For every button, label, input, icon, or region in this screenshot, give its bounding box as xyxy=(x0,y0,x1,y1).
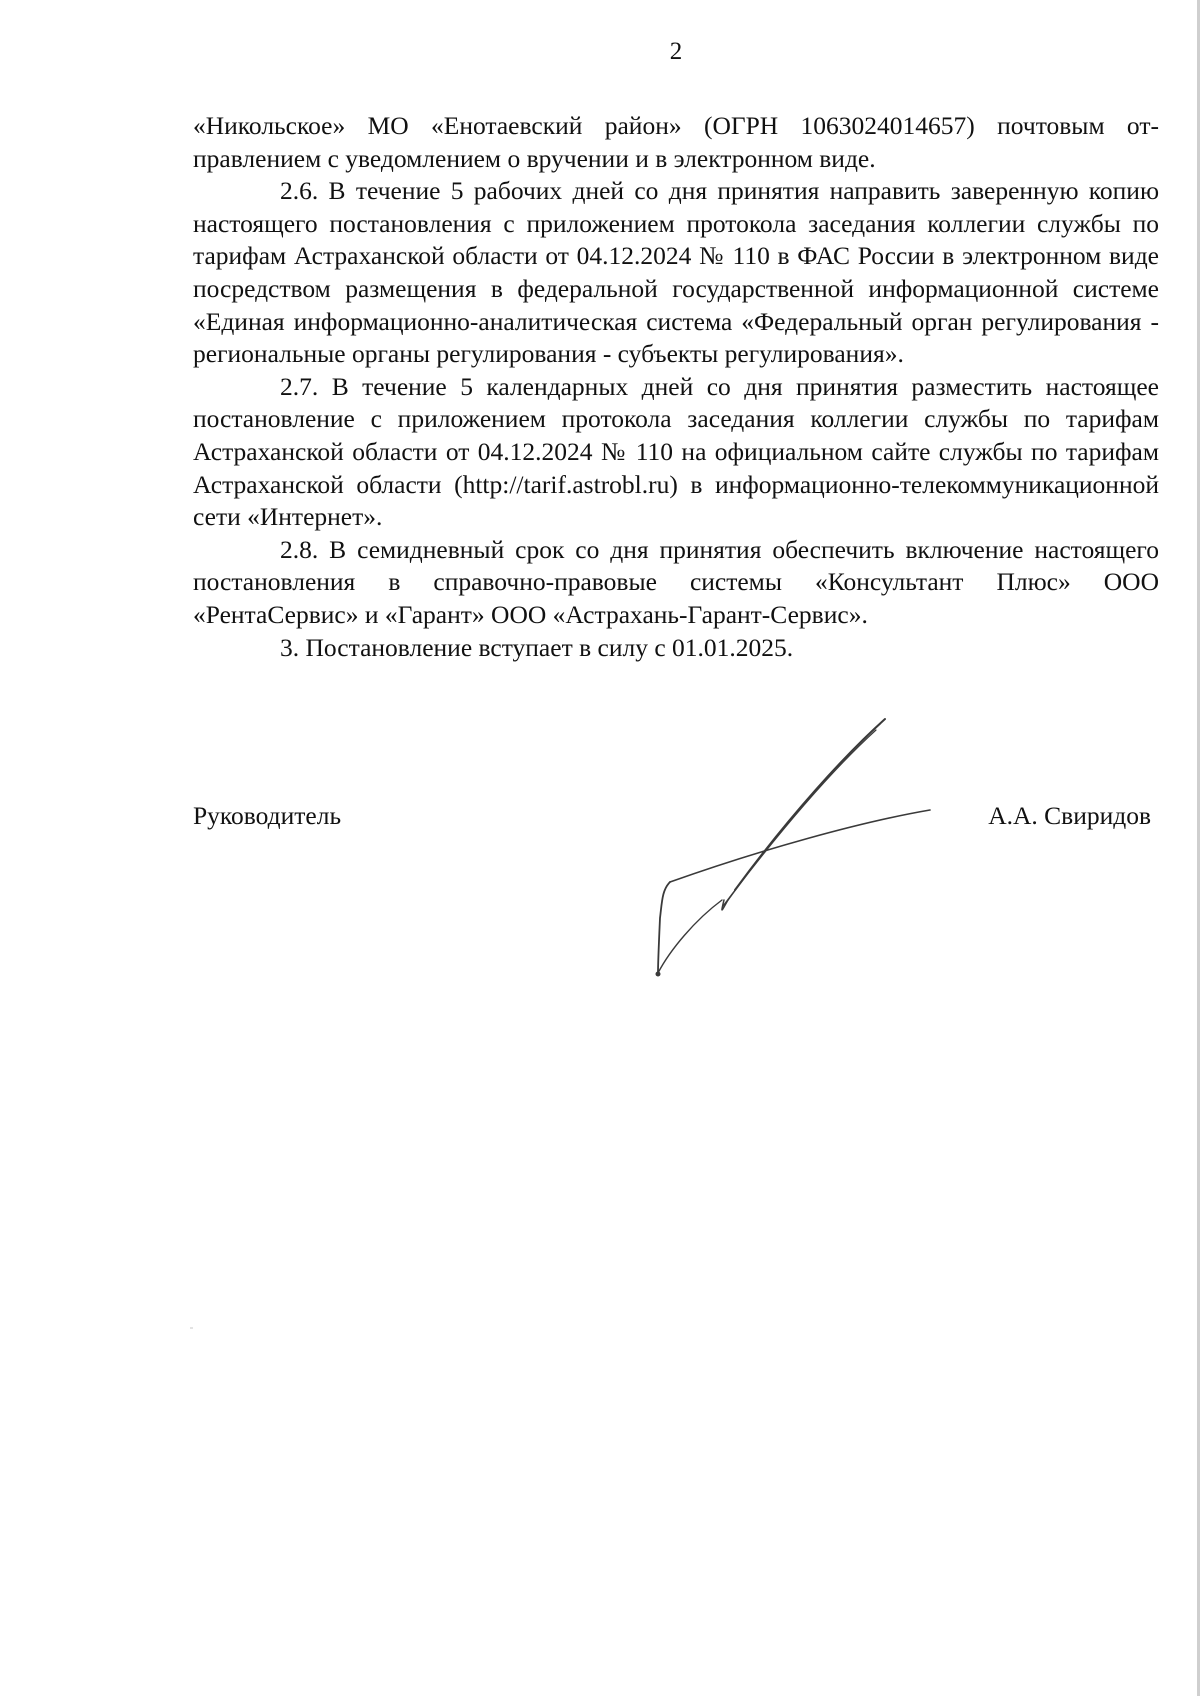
signatory-title: Руководитель xyxy=(193,801,342,830)
paragraph-3: 3. Постановление вступает в силу с 01.01.2025. xyxy=(280,632,794,662)
paragraph-continuation: «Никольское» МО «Енотаевский район» (ОГРН 1063024014657) почтовым отправлением с уведомлением о вручении и в электронном виде. xyxy=(193,111,1159,173)
paragraph-2-8: 2.8. В семидневный срок со дня принятия обеспечить включение настоящего постановления в справочно-правовые системы «Консультант Плюс» ООО «РентаСервис» и «Гарант» ООО «Астрахань-Гарант-Сервис». xyxy=(193,534,1159,629)
paragraph-2-7: 2.7. В течение 5 календарных дней со дня принятия разместить настоящее постановление с приложением протокола заседания коллегии службы по тарифам Астраханской области от 04.12.2024 № 110 на официальном сайте службы по тарифам Астраханской области (http://tarif.astrobl.ru) в информационно-телекоммуникационной сети «Интернет». xyxy=(193,371,1159,532)
scan-artifact xyxy=(190,1327,193,1329)
signatory-name: А.А. Свиридов xyxy=(988,801,1151,830)
paragraph-2-6: 2.6. В течение 5 рабочих дней со дня принятия направить заверенную копию настоящего постановления с приложением протокола заседания коллегии службы по тарифам Астраханской области от 04.12.2024 № 110 в ФАС России в электронном виде посредством размещения в федеральной государственной информационной системе «Единая информационно-аналитическая система «Федеральный орган регулирования - региональные органы регулирования - субъекты регулирования». xyxy=(193,176,1159,369)
handwritten-signature xyxy=(640,710,940,980)
page-number: 2 xyxy=(669,38,683,65)
document-body xyxy=(193,110,1159,664)
